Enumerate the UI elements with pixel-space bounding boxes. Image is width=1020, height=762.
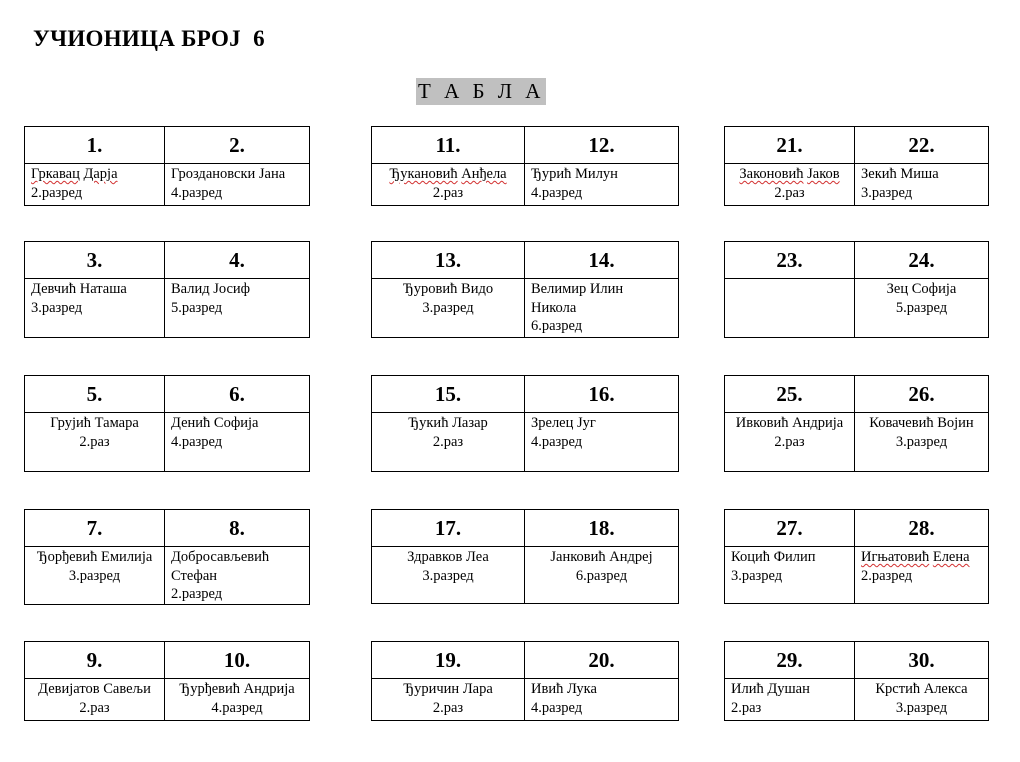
student-grade: 5.разред bbox=[895, 299, 948, 316]
seat-student bbox=[525, 679, 679, 721]
student-name: Добросављевић Стефан bbox=[171, 549, 270, 584]
student-name: Девчић Наташа bbox=[31, 281, 127, 297]
student-name: Ковачевић Војин bbox=[869, 415, 974, 431]
student-name: Денић Софија bbox=[171, 415, 259, 431]
desk-table bbox=[724, 641, 989, 721]
desk-table bbox=[24, 375, 310, 472]
student-grade: 2.раз bbox=[432, 184, 464, 201]
student-grade: 3.разред bbox=[68, 567, 121, 584]
student-grade: 2.раз bbox=[79, 433, 110, 450]
student-name: Коцић Филип bbox=[731, 549, 816, 565]
seat-student bbox=[165, 164, 310, 206]
seat-student bbox=[725, 279, 855, 338]
student-grade: 2.раз bbox=[432, 699, 464, 716]
student-name: Игњатовић Елена bbox=[861, 549, 970, 565]
seat-student bbox=[165, 279, 310, 338]
seat-student bbox=[525, 547, 679, 604]
seat-student bbox=[855, 413, 989, 472]
student-name: Зекић Миша bbox=[861, 166, 939, 182]
desk-table bbox=[724, 126, 989, 206]
seat-number: 12. bbox=[525, 127, 679, 164]
seat-number: 6. bbox=[165, 376, 310, 413]
student-grade: 3.разред bbox=[31, 299, 83, 316]
student-name: Гркавац Дарја bbox=[31, 166, 118, 182]
student-grade: 4.разред bbox=[531, 184, 583, 201]
student-grade: 2.раз bbox=[432, 433, 464, 450]
student-name: Валид Јосиф bbox=[171, 281, 251, 297]
seat-student bbox=[372, 547, 525, 604]
seat-number: 7. bbox=[25, 510, 165, 547]
seat-student bbox=[372, 279, 525, 338]
seat-number: 2. bbox=[165, 127, 310, 164]
student-name: Ђукановић Анђела bbox=[389, 166, 507, 182]
seat-student bbox=[25, 279, 165, 338]
seat-number: 19. bbox=[372, 642, 525, 679]
student-name: Ђуровић Видо bbox=[402, 281, 494, 297]
seat-number: 11. bbox=[372, 127, 525, 164]
student-grade: 3.разред bbox=[861, 184, 913, 201]
seat-student bbox=[525, 164, 679, 206]
seat-number: 22. bbox=[855, 127, 989, 164]
seat-number: 13. bbox=[372, 242, 525, 279]
seat-number: 16. bbox=[525, 376, 679, 413]
seat-student bbox=[855, 164, 989, 206]
student-name: Крстић Алекса bbox=[875, 681, 968, 697]
seat-student bbox=[372, 164, 525, 206]
student-name: Грозданoвски Јана bbox=[171, 166, 286, 182]
student-grade: 5.разред bbox=[171, 299, 223, 316]
student-name: Законовић Јаков bbox=[739, 166, 840, 182]
student-grade: 2.раз bbox=[79, 699, 110, 716]
seat-number: 8. bbox=[165, 510, 310, 547]
seat-number: 5. bbox=[25, 376, 165, 413]
student-grade: 3.разред bbox=[895, 433, 948, 450]
student-name: Ђурђевић Андрија bbox=[179, 681, 295, 697]
student-name: Ђурић Милун bbox=[531, 166, 618, 182]
seat-student bbox=[725, 547, 855, 604]
seat-number: 17. bbox=[372, 510, 525, 547]
desk-table bbox=[24, 641, 310, 721]
student-grade: 4.разред bbox=[211, 699, 263, 716]
seat-student bbox=[165, 679, 310, 721]
student-grade: 4.разред bbox=[531, 433, 583, 450]
student-grade: 3.разред bbox=[422, 567, 474, 584]
student-grade: 3.разред bbox=[895, 699, 948, 716]
seat-student bbox=[25, 413, 165, 472]
seat-student bbox=[525, 279, 679, 338]
seat-number: 1. bbox=[25, 127, 165, 164]
seat-student bbox=[725, 164, 855, 206]
student-name: Ивић Лука bbox=[531, 681, 597, 697]
student-name: Илић Душан bbox=[731, 681, 810, 697]
seat-student bbox=[372, 679, 525, 721]
seat-student bbox=[25, 164, 165, 206]
student-name: Девијатов Савељи bbox=[38, 681, 151, 697]
student-name: Ивковић Андрија bbox=[735, 415, 844, 431]
desk-table bbox=[24, 241, 310, 338]
seat-number: 21. bbox=[725, 127, 855, 164]
seat-number: 18. bbox=[525, 510, 679, 547]
seat-student bbox=[25, 547, 165, 605]
student-grade: 2.раз bbox=[731, 699, 762, 716]
seat-number: 29. bbox=[725, 642, 855, 679]
student-grade: 4.разред bbox=[171, 433, 223, 450]
seat-number: 10. bbox=[165, 642, 310, 679]
desk-table bbox=[371, 241, 679, 338]
seat-number: 26. bbox=[855, 376, 989, 413]
seat-number: 15. bbox=[372, 376, 525, 413]
page-title: УЧИОНИЦА БРОЈ 6 bbox=[33, 26, 265, 51]
student-grade: 4.разред bbox=[171, 184, 223, 201]
student-grade: 6.разред bbox=[575, 567, 628, 584]
student-name: Велимир Илин Никола bbox=[531, 281, 624, 316]
seat-student bbox=[855, 679, 989, 721]
seat-number: 20. bbox=[525, 642, 679, 679]
student-grade: 3.разред bbox=[422, 299, 474, 316]
seat-student bbox=[725, 413, 855, 472]
student-grade: 2.раз bbox=[774, 184, 805, 201]
desk-table bbox=[371, 126, 679, 206]
seat-student bbox=[372, 413, 525, 472]
student-name: Грујић Тамара bbox=[50, 415, 139, 431]
seat-student bbox=[725, 679, 855, 721]
student-name: Ђукић Лазар bbox=[408, 415, 488, 431]
desk-table bbox=[724, 375, 989, 472]
seat-student bbox=[165, 547, 310, 605]
student-name: Зрелец Југ bbox=[531, 415, 596, 431]
desk-table bbox=[371, 375, 679, 472]
seat-student bbox=[525, 413, 679, 472]
student-name: Зец Софија bbox=[886, 281, 957, 297]
student-grade: 3.разред bbox=[731, 567, 783, 584]
seat-number: 25. bbox=[725, 376, 855, 413]
desk-table bbox=[24, 509, 310, 605]
seat-student bbox=[855, 547, 989, 604]
desk-table bbox=[371, 641, 679, 721]
desk-table bbox=[24, 126, 310, 206]
student-name: Ђуричин Лара bbox=[403, 681, 493, 697]
desk-table bbox=[371, 509, 679, 604]
seat-student bbox=[165, 413, 310, 472]
student-name: Здравков Леа bbox=[407, 549, 489, 565]
student-grade: 6.разред bbox=[531, 318, 583, 334]
student-grade: 2.разред bbox=[171, 586, 223, 602]
seat-number: 27. bbox=[725, 510, 855, 547]
seat-number: 23. bbox=[725, 242, 855, 279]
student-name: Јанковић Андреј bbox=[550, 549, 653, 565]
seat-number: 24. bbox=[855, 242, 989, 279]
board-label: Т А Б Л А bbox=[418, 79, 545, 103]
seat-number: 28. bbox=[855, 510, 989, 547]
seat-student bbox=[25, 679, 165, 721]
student-grade: 2.раз bbox=[774, 433, 805, 450]
student-name: Ђорђевић Емилија bbox=[36, 549, 153, 565]
seat-number: 9. bbox=[25, 642, 165, 679]
student-grade: 4.разред bbox=[531, 699, 583, 716]
seat-number: 14. bbox=[525, 242, 679, 279]
student-grade: 2.разред bbox=[861, 567, 913, 584]
desk-table bbox=[724, 509, 989, 604]
student-grade: 2.разред bbox=[31, 184, 83, 201]
seat-student bbox=[855, 279, 989, 338]
seat-number: 3. bbox=[25, 242, 165, 279]
seat-number: 4. bbox=[165, 242, 310, 279]
desk-table bbox=[724, 241, 989, 338]
seat-number: 30. bbox=[855, 642, 989, 679]
